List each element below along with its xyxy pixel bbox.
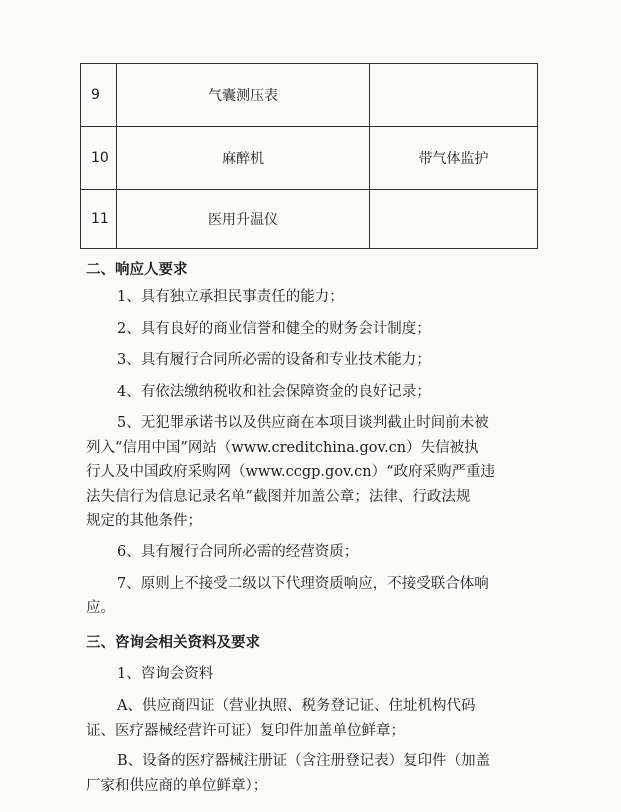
- equipment-name: 麻醉机: [117, 127, 370, 190]
- table-row: [81, 127, 538, 190]
- requirement-item: 列入“信用中国”网站（www.creditchina.gov.cn）失信被执: [86, 440, 479, 456]
- consultation-item: 厂家和供应商的单位鲜章）；: [86, 778, 268, 794]
- requirement-item: 3、具有履行合同所必需的设备和专业技术能力；: [117, 352, 431, 368]
- requirement-item: 行人及中国政府采购网（www.ccgp.gov.cn）“政府采购严重违: [86, 464, 496, 480]
- consultation-item: A、供应商四证（营业执照、税务登记证、住址机构代码: [117, 698, 476, 714]
- requirement-item: 1、具有独立承担民事责任的能力；: [117, 289, 344, 305]
- equipment-name: 医用升温仪: [117, 190, 370, 249]
- row-number: 11: [81, 190, 117, 249]
- equipment-name: 气囊测压表: [117, 64, 370, 127]
- requirement-item: 法失信行为信息记录名单”截图并加盖公章；法律、行政法规: [86, 489, 471, 505]
- equipment-table: [80, 63, 538, 249]
- requirement-item: 规定的其他条件；: [86, 513, 202, 529]
- row-number: 9: [81, 64, 117, 127]
- consultation-item: 1、咨询会资料: [117, 666, 214, 682]
- table-row: [81, 190, 538, 249]
- section-heading-requirements: 二、响应人要求: [86, 262, 188, 278]
- consultation-item: B、设备的医疗器械注册证（含注册登记表）复印件（加盖: [117, 753, 491, 769]
- table-row: [81, 64, 538, 127]
- requirement-item: 应。: [86, 600, 115, 616]
- equipment-note: [370, 190, 538, 249]
- section-heading-consultation: 三、咨询会相关资料及要求: [86, 635, 260, 651]
- consultation-item: 证、医疗器械经营许可证）复印件加盖单位鲜章；: [86, 723, 405, 739]
- requirement-item: 6、具有履行合同所必需的经营资质；: [117, 544, 359, 560]
- requirement-item: 5、无犯罪承诺书以及供应商在本项目谈判截止时间前未被: [117, 415, 489, 431]
- requirement-item: 7、原则上不接受二级以下代理资质响应，不接受联合体响: [117, 576, 489, 592]
- equipment-note: [370, 64, 538, 127]
- requirement-item: 2、具有良好的商业信誉和健全的财务会计制度；: [117, 321, 431, 337]
- requirement-item: 4、有依法缴纳税收和社会保障资金的良好记录；: [117, 384, 431, 400]
- row-number: 10: [81, 127, 117, 190]
- equipment-note: 带气体监护: [370, 127, 538, 190]
